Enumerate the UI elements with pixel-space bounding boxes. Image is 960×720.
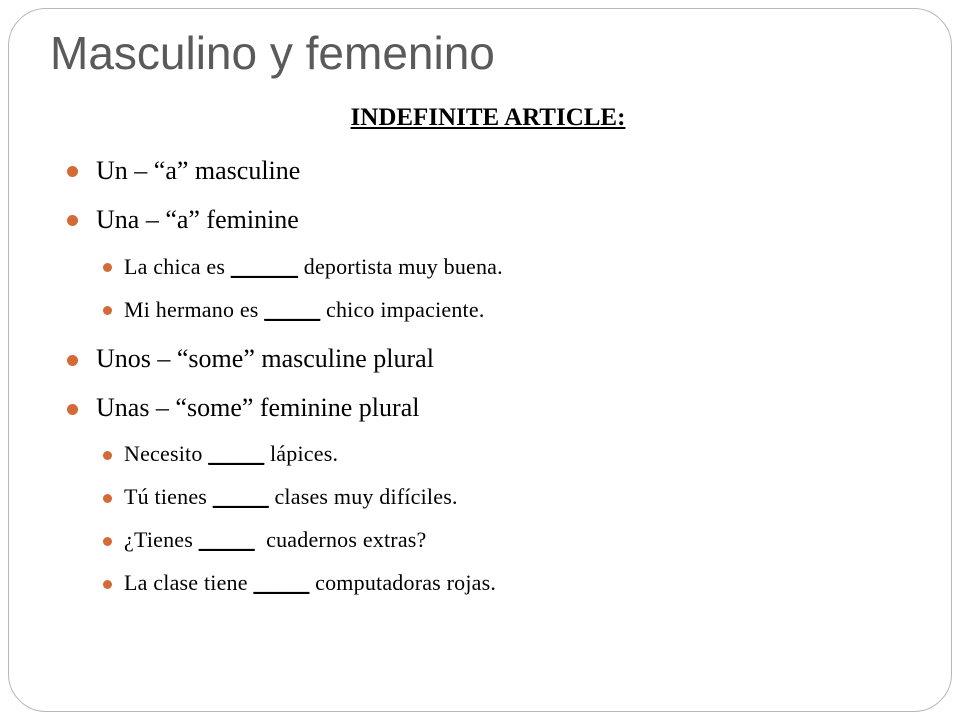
sub-bullet-item xyxy=(124,486,458,508)
sentence-end: clases muy difíciles. xyxy=(268,484,458,509)
sentence-end: deportista muy buena. xyxy=(298,254,503,279)
sentence-start: Tú tienes xyxy=(124,484,213,509)
sentence-start: La clase tiene xyxy=(124,570,254,595)
bullet-item: Un – “a” masculine xyxy=(96,156,301,185)
fill-blank: _____ xyxy=(253,570,310,595)
sub-bullet-dot-icon xyxy=(103,537,112,546)
bullet-item: Unos – “some” masculine plural xyxy=(96,344,434,373)
fill-blank: _____ xyxy=(212,484,269,509)
sentence-start: Mi hermano es xyxy=(124,297,265,322)
bullet-dot-icon xyxy=(67,404,78,415)
bullet-dot-icon xyxy=(67,215,78,226)
bullet-item: Una – “a” feminine xyxy=(96,205,299,234)
sub-bullet-item xyxy=(124,529,427,551)
sub-bullet-dot-icon xyxy=(103,451,112,460)
sentence-end: lápices. xyxy=(264,441,339,466)
sub-bullet-dot-icon xyxy=(103,263,112,272)
sub-bullet-item xyxy=(124,256,503,278)
sub-bullet-item xyxy=(124,443,338,465)
fill-blank: _____ xyxy=(208,441,265,466)
bullet-dot-icon xyxy=(67,355,78,366)
fill-blank: _____ xyxy=(198,527,255,552)
sub-bullet-item xyxy=(124,299,485,321)
sentence-start: La chica es xyxy=(124,254,231,279)
sentence-end: computadoras rojas. xyxy=(309,570,497,595)
sub-bullet-dot-icon xyxy=(103,494,112,503)
sub-bullet-dot-icon xyxy=(103,306,112,315)
sub-bullet-dot-icon xyxy=(103,580,112,589)
fill-blank: _____ xyxy=(264,297,321,322)
sentence-start: Necesito xyxy=(124,441,209,466)
slide-subtitle: INDEFINITE ARTICLE: xyxy=(350,104,626,131)
sentence-start: ¿Tienes xyxy=(124,527,199,552)
bullet-item: Unas – “some” feminine plural xyxy=(96,393,420,422)
bullet-dot-icon xyxy=(67,166,78,177)
fill-blank: ______ xyxy=(230,254,299,279)
sentence-end: cuadernos extras? xyxy=(254,527,427,552)
sub-bullet-item xyxy=(124,572,496,594)
slide-title: Masculino y femenino xyxy=(50,27,495,79)
sentence-end: chico impaciente. xyxy=(320,297,485,322)
